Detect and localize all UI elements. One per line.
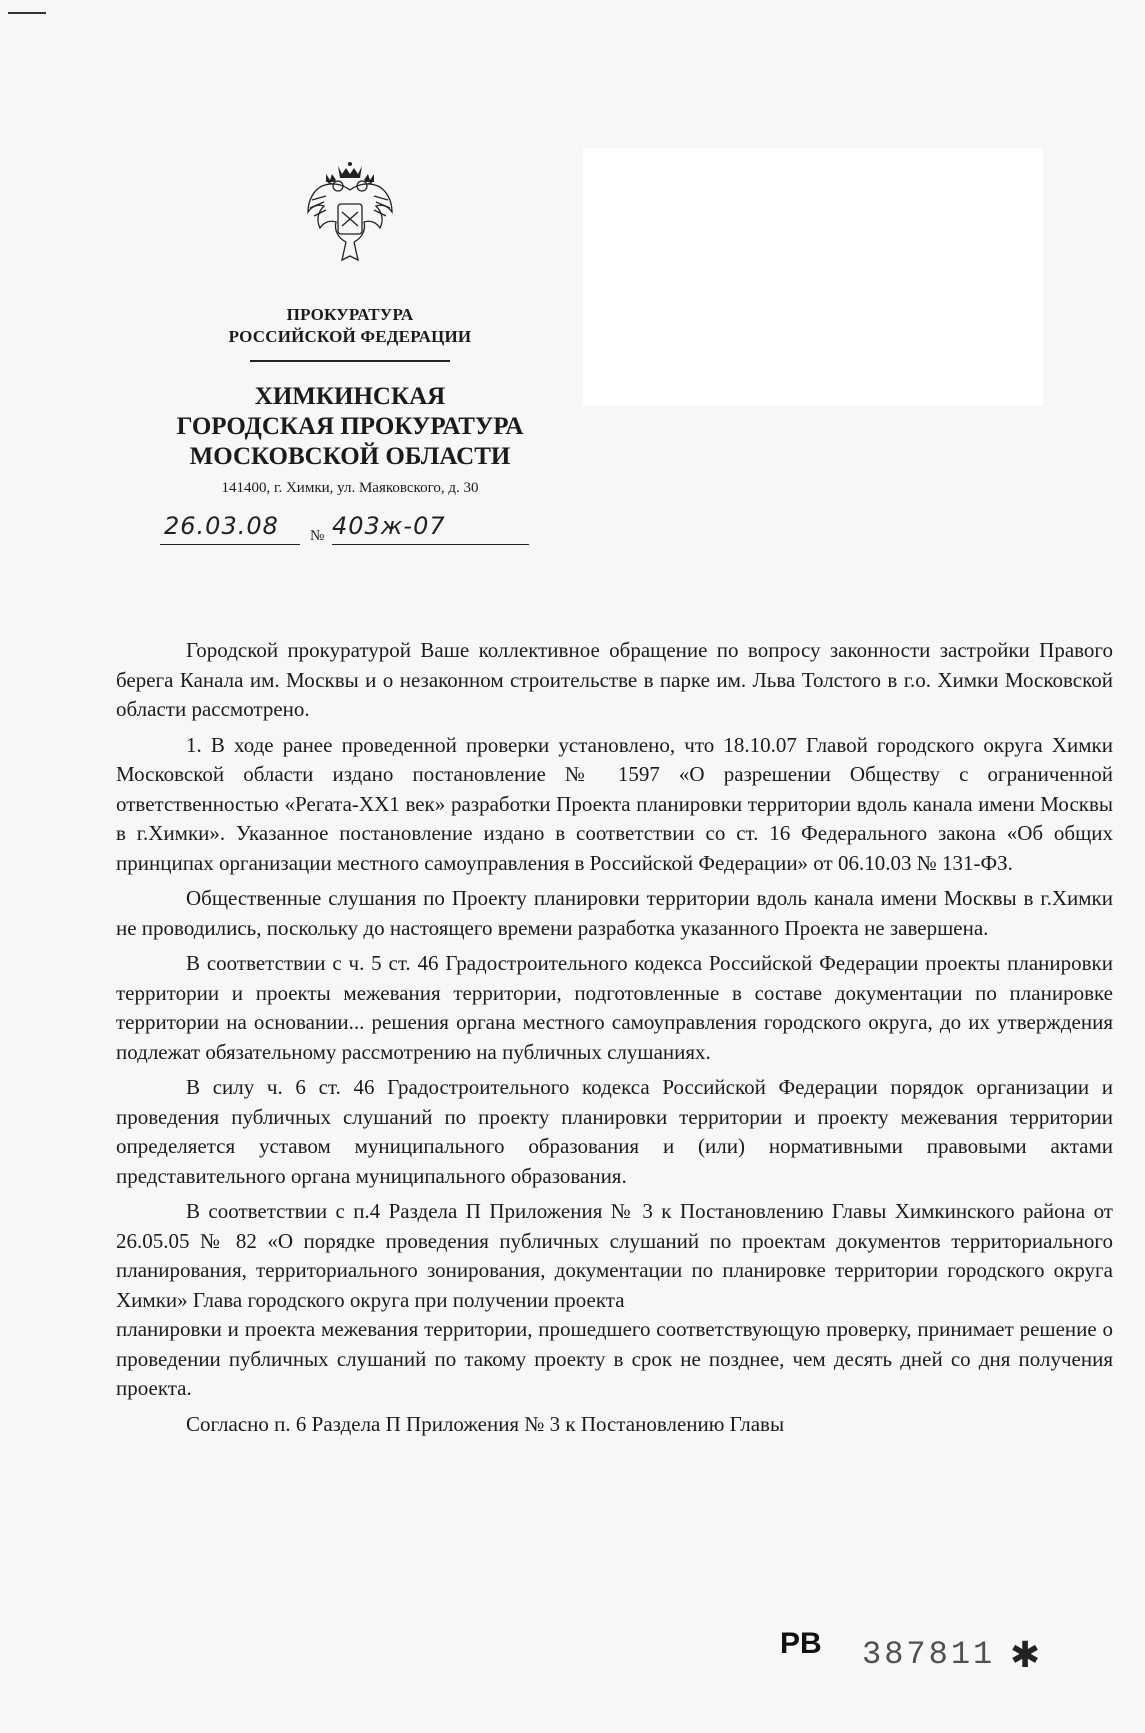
registration-number: 403ж-07 (332, 512, 446, 540)
paragraph-3: Общественные слушания по Проекту планировки территории вдоль канала имени Москвы в г.Химки не проводились, поскольку до настоящего времени разработка указанного Проекта не завершена. (116, 886, 1113, 940)
registration-line (160, 510, 530, 550)
paragraph-1: Городской прокуратурой Ваше коллективное обращение по вопросу законности застройки Правого берега Канала им. Москвы и о незаконном строительстве в парке им. Льва Толстого в г.о. Химки Московской области рассмотрено. (116, 638, 1113, 721)
org-name-line1: ПРОКУРАТУРА (286, 305, 414, 324)
letterhead (160, 160, 540, 497)
office-name-line2: ГОРОДСКАЯ ПРОКУРАТУРА (176, 413, 524, 440)
number-sign: № (310, 528, 325, 544)
number-underline (332, 544, 529, 545)
office-name-line1: ХИМКИНСКАЯ (254, 383, 446, 410)
header-divider (250, 360, 450, 362)
double-headed-eagle-emblem-icon (302, 160, 398, 270)
letter-body (116, 636, 1113, 1445)
stamp-number: 387811 (862, 1636, 996, 1673)
paragraph-6b: планировки и проекта межевания территории, прошедшего соответствующую проверку, принимает решение о проведении публичных слушаний по такому проекту в срок не позднее, чем десять дней со дня получения проекта. (116, 1317, 1113, 1400)
paragraph-4: В соответствии с ч. 5 ст. 46 Градостроительного кодекса Российской Федерации проекты планировки территории и проекты межевания территории, подготовленные в составе документации по планировке территории на основании... решения органа местного самоуправления городского округа, до их утверждения подлежат обязательному рассмотрению на публичных слушаниях. (116, 951, 1113, 1064)
corner-mark (8, 12, 46, 14)
org-name-line2: РОССИЙСКОЙ ФЕДЕРАЦИИ (228, 327, 472, 346)
paragraph-7: Согласно п. 6 Раздела П Приложения № 3 к Постановлению Главы (186, 1411, 785, 1436)
registration-date: 26.03.08 (164, 512, 279, 540)
paragraph-6a: В соответствии с п.4 Раздела П Приложения № 3 к Постановлению Главы Химкинского района от 26.05.05 № 82 «О порядке проведения публичных слушаний по проектам документов территориального планирования, территориального зонирования, документации по планировке территории городского округа Химки» Глава городского округа при получении проекта (116, 1199, 1113, 1312)
stamp-star-icon: ✱ (1010, 1635, 1041, 1675)
office-name-line3: МОСКОВСКОЙ ОБЛАСТИ (189, 443, 511, 470)
paragraph-2: 1. В ходе ранее проведенной проверки установлено, что 18.10.07 Главой городского округа Химки Московской области издано постановление № 1597 «О разрешении Обществу с ограниченной ответственностью «Регата-XX1 век» разработки Проекта планировки территории вдоль канала имени Москвы в г.Химки». Указанное постановление издано в соответствии со ст. 16 Федерального закона «Об общих принципах организации местного самоуправления в Российской Федерации» от 06.10.03 № 131-ФЗ. (116, 732, 1113, 875)
office-address: 141400, г. Химки, ул. Маяковского, д. 30 (221, 480, 479, 496)
redacted-area (583, 148, 1043, 406)
stamp-prefix: РВ (780, 1627, 822, 1660)
date-underline (160, 544, 300, 545)
paragraph-5: В силу ч. 6 ст. 46 Градостроительного кодекса Российской Федерации порядок организации и проведения публичных слушаний по проекту планировки территории и проекту межевания территории определяется уставом муниципального образования и (или) нормативными правовыми актами представительного органа муниципального образования. (116, 1075, 1113, 1188)
